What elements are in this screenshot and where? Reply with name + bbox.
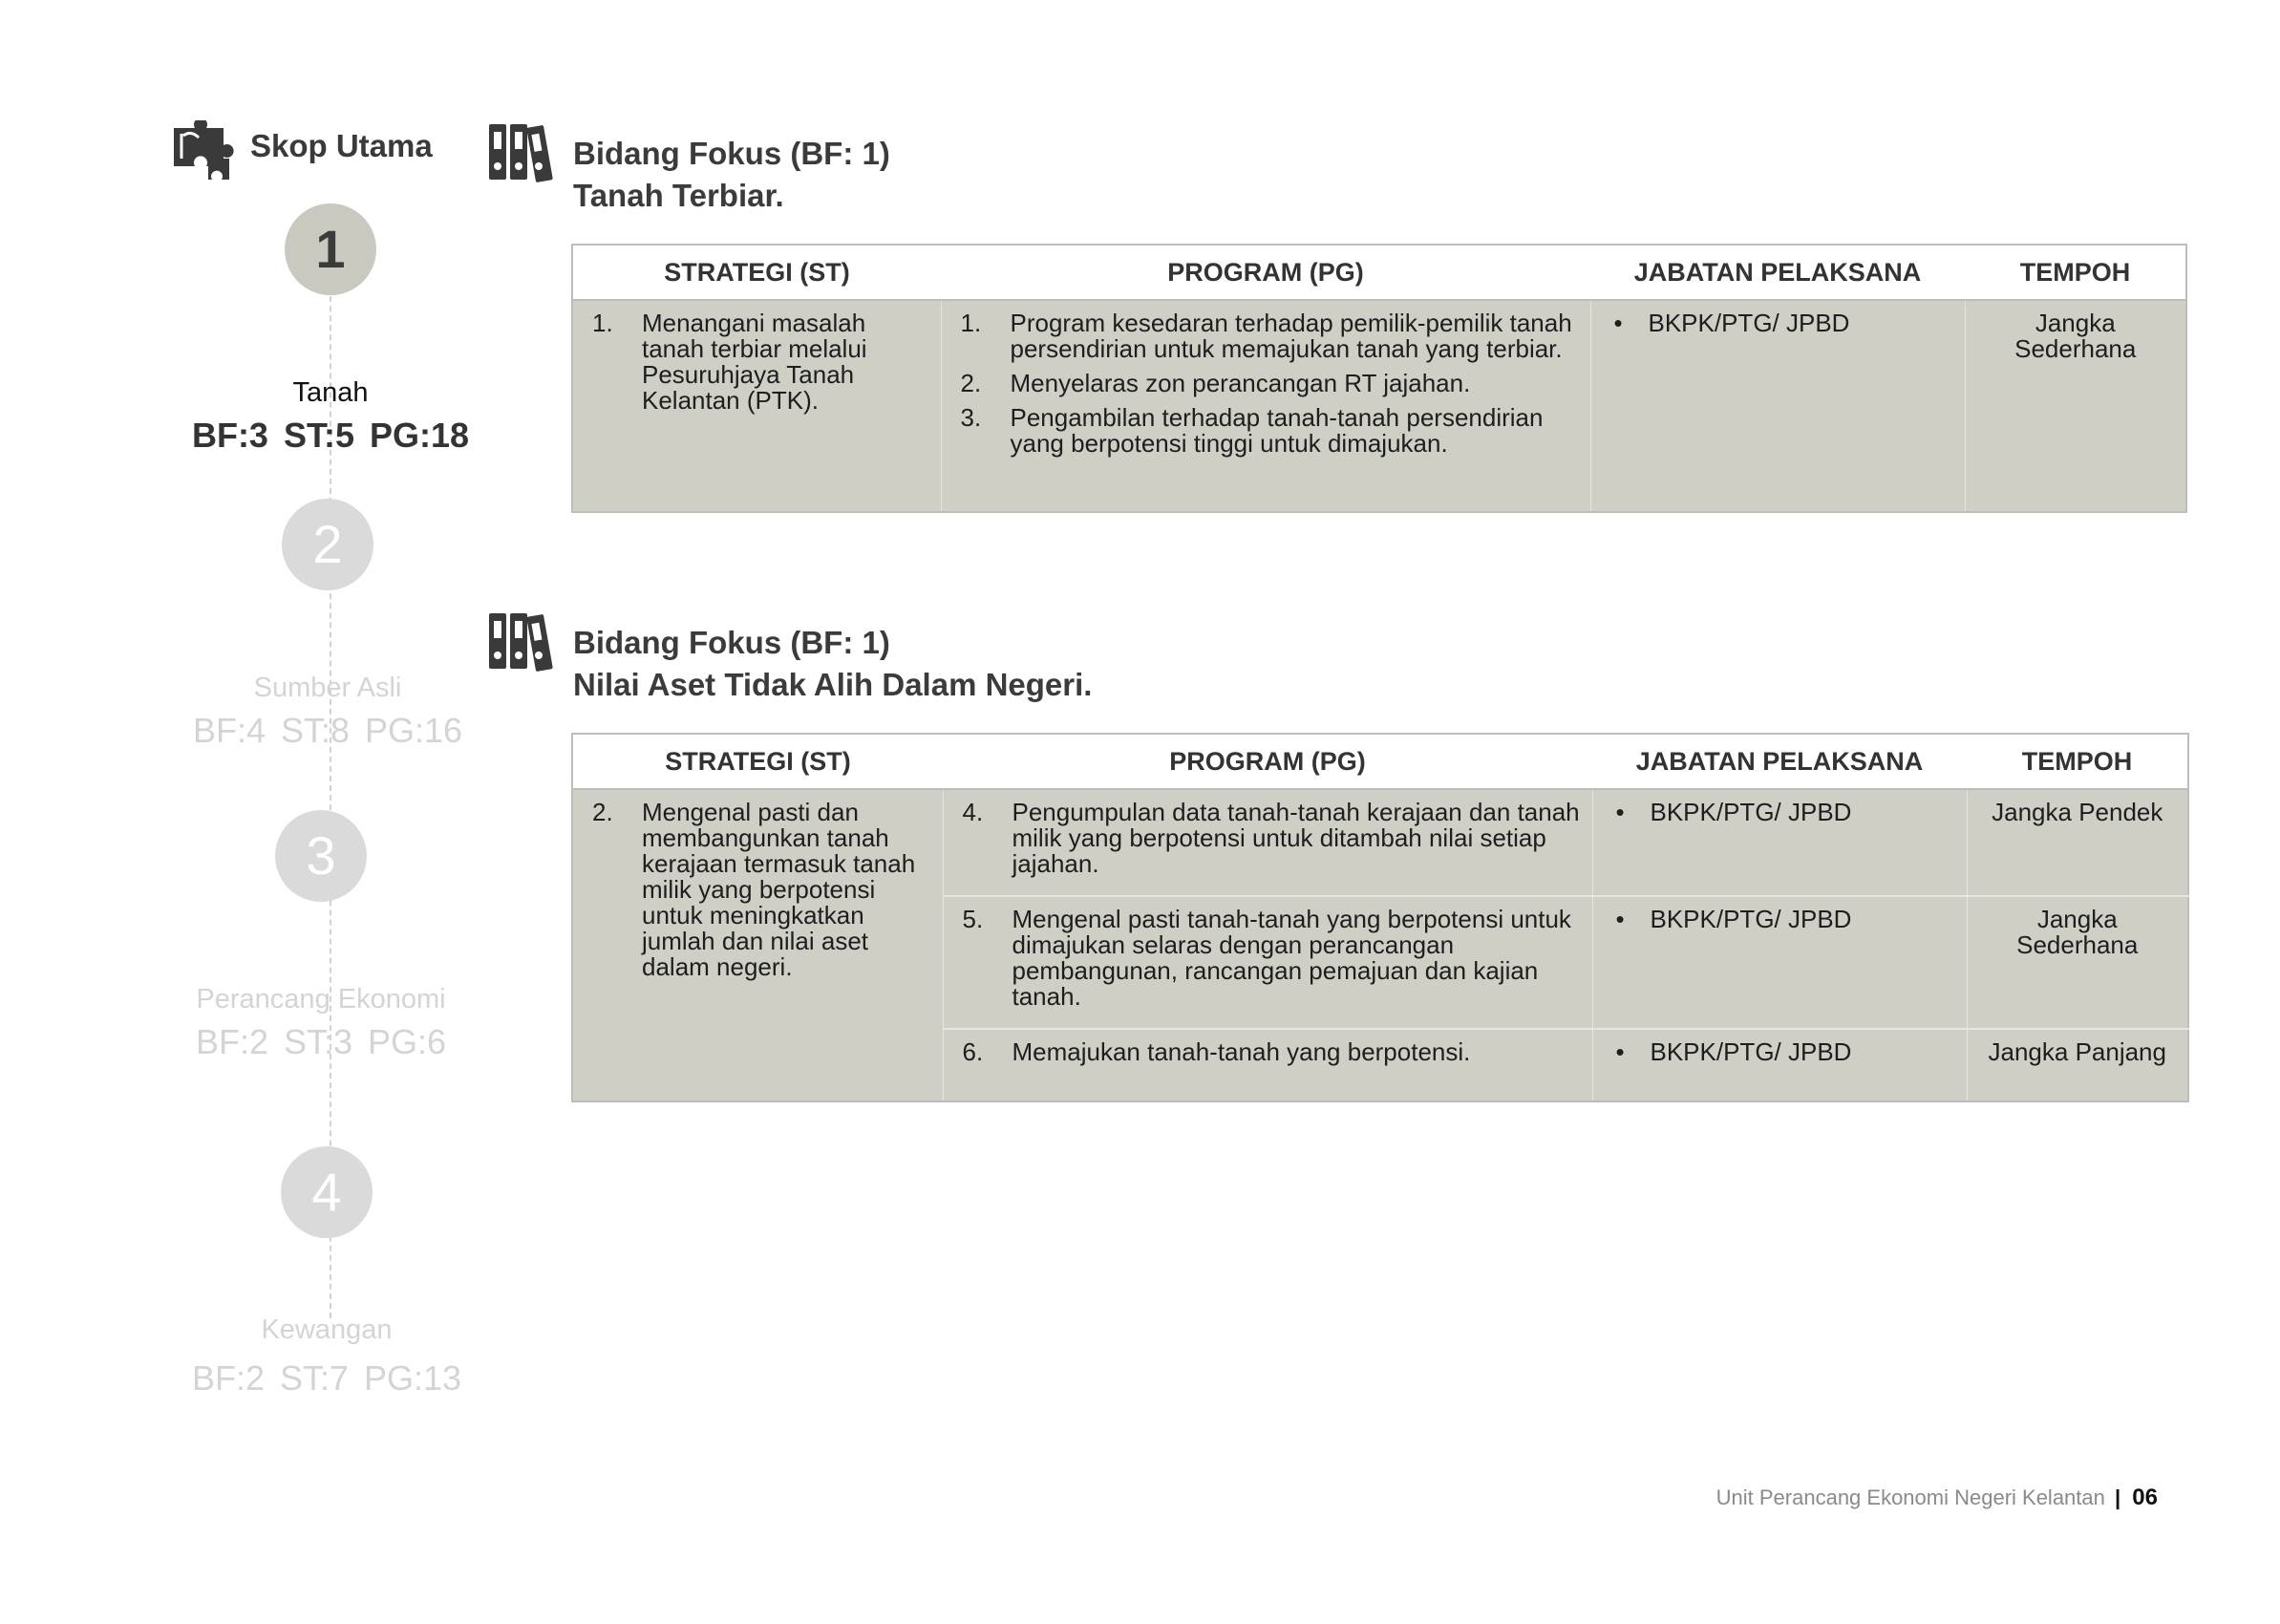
- program-text: Menyelaras zon perancangan RT jajahan.: [1010, 369, 1471, 397]
- bullet-dot: •: [1615, 798, 1625, 826]
- strategy-number: 1.: [592, 309, 613, 337]
- header-strategi: STRATEGI (ST): [572, 734, 943, 789]
- program-number: 5.: [962, 905, 984, 933]
- jabatan-item: [1612, 907, 1957, 932]
- jabatan-item: [1612, 800, 1957, 825]
- table-row: [572, 789, 2188, 896]
- jabatan-text: BKPK/PTG/ JPBD: [1648, 309, 1850, 337]
- strategy-text: Menangani masalah tanah terbiar melalui Pesuruhjaya Tanah Kelantan (PTK).: [642, 309, 867, 415]
- jabatan-cell: [1592, 1029, 1967, 1101]
- program-item: [961, 310, 1581, 362]
- skop-utama-title: Skop Utama: [250, 128, 433, 163]
- step-1-stats: BF:3 ST:5 PG:18: [191, 416, 470, 455]
- header-jabatan: JABATAN PELAKSANA: [1592, 734, 1967, 789]
- tempoh-text: Jangka Panjang: [1988, 1037, 2166, 1066]
- bf-heading-1: Bidang Fokus (BF: 1): [573, 136, 890, 171]
- bidang-fokus-section-2: [487, 611, 2187, 1108]
- strategy-number: 2.: [592, 798, 613, 826]
- step-2-circle: 2: [282, 499, 373, 590]
- strategy-item: [592, 310, 931, 414]
- jabatan-text: BKPK/PTG/ JPBD: [1650, 905, 1852, 933]
- step-sumber-asli[interactable]: [184, 499, 471, 750]
- strategy-item: [592, 800, 933, 980]
- header-strategi: STRATEGI (ST): [572, 245, 941, 300]
- tempoh-text: Jangka Sederhana: [2016, 905, 2139, 959]
- step-2-name: Sumber Asli: [253, 673, 402, 703]
- program-text: Mengenal pasti tanah-tanah yang berpotensi untuk dimajukan selaras dengan perancangan pembangunan, rancangan pemajuan dan kajian tanah.: [1012, 905, 1571, 1011]
- bf-table-2: [571, 733, 2189, 1102]
- footer-org: Unit Perancang Ekonomi Negeri Kelantan: [1715, 1485, 2105, 1509]
- header-jabatan: JABATAN PELAKSANA: [1590, 245, 1965, 300]
- bullet-dot: •: [1613, 309, 1623, 337]
- table-header-row: [572, 734, 2188, 789]
- tempoh-text: Jangka Sederhana: [2014, 309, 2137, 363]
- header-program: PROGRAM (PG): [941, 245, 1590, 300]
- program-number: 2.: [960, 369, 982, 397]
- tempoh-cell: [1967, 789, 2188, 896]
- strategy-text: Mengenal pasti dan membangunkan tanah kerajaan termasuk tanah milik yang berpotensi untuk meningkatkan jumlah dan nilai aset dalam negeri.: [642, 798, 916, 981]
- program-cell: [943, 789, 1592, 896]
- binders-icon: [487, 122, 554, 183]
- jabatan-cell: [1592, 896, 1967, 1029]
- bf-subheading-2: Nilai Aset Tidak Alih Dalam Negeri.: [573, 667, 1093, 702]
- program-text: Program kesedaran terhadap pemilik-pemilik tanah persendirian untuk memajukan tanah yang terbiar.: [1010, 309, 1572, 363]
- page-footer: [1716, 1485, 2158, 1511]
- step-3-stats: BF:2 ST:3 PG:6: [195, 1022, 447, 1061]
- bullet-dot: •: [1615, 905, 1625, 933]
- program-cell: [943, 1029, 1592, 1101]
- skop-utama-header: [170, 118, 457, 187]
- bf-subheading-1: Tanah Terbiar.: [573, 178, 784, 213]
- step-kewangan[interactable]: [183, 1146, 470, 1398]
- step-4-circle: 4: [281, 1146, 373, 1238]
- header-tempoh: TEMPOH: [1965, 245, 2186, 300]
- tempoh-cell: [1967, 1029, 2188, 1101]
- jabatan-cell: [1590, 300, 1965, 512]
- step-1-name: Tanah: [292, 377, 369, 408]
- program-item: [961, 405, 1581, 457]
- footer-separator: |: [2115, 1485, 2121, 1509]
- program-number: 1.: [960, 309, 982, 337]
- page-number: 06: [2132, 1485, 2158, 1510]
- jabatan-cell: [1592, 789, 1967, 896]
- program-number: 6.: [962, 1037, 984, 1066]
- program-cell: [941, 300, 1590, 512]
- step-2-stats: BF:4 ST:8 PG:16: [192, 711, 463, 750]
- step-perancang-ekonomi[interactable]: [178, 810, 464, 1061]
- jabatan-text: BKPK/PTG/ JPBD: [1650, 1037, 1852, 1066]
- program-item: [963, 1039, 1583, 1065]
- step-1-circle: 1: [285, 203, 376, 295]
- jabatan-item: [1610, 310, 1955, 336]
- program-number: 4.: [962, 798, 984, 826]
- tempoh-cell: [1967, 896, 2188, 1029]
- binders-icon: [487, 611, 554, 673]
- program-number: 3.: [960, 403, 982, 432]
- header-tempoh: TEMPOH: [1967, 734, 2188, 789]
- program-text: Memajukan tanah-tanah yang berpotensi.: [1012, 1037, 1471, 1066]
- strategy-cell: [572, 789, 943, 1101]
- jabatan-item: [1612, 1039, 1957, 1065]
- bidang-fokus-section-1: [487, 122, 2187, 524]
- step-3-circle: 3: [275, 810, 367, 902]
- tempoh-text: Jangka Pendek: [1992, 798, 2163, 826]
- program-text: Pengambilan terhadap tanah-tanah persendirian yang berpotensi tinggi untuk dimajukan.: [1010, 403, 1544, 458]
- table-header-row: [572, 245, 2186, 300]
- step-4-stats: BF:2 ST:7 PG:13: [191, 1358, 462, 1398]
- bf-table-1: [571, 244, 2187, 513]
- strategy-cell: [572, 300, 941, 512]
- program-item: [963, 800, 1583, 877]
- program-text: Pengumpulan data tanah-tanah kerajaan dan tanah milik yang berpotensi untuk ditambah nilai setiap jajahan.: [1012, 798, 1580, 878]
- program-cell: [943, 896, 1592, 1029]
- step-tanah[interactable]: [187, 203, 474, 455]
- program-item: [963, 907, 1583, 1010]
- program-item: [961, 371, 1581, 396]
- puzzle-icon: [170, 120, 237, 183]
- step-4-name: Kewangan: [261, 1314, 393, 1345]
- bf-heading-2: Bidang Fokus (BF: 1): [573, 625, 890, 660]
- tempoh-cell: [1965, 300, 2186, 512]
- table-row: [572, 300, 2186, 512]
- header-program: PROGRAM (PG): [943, 734, 1592, 789]
- bullet-dot: •: [1615, 1037, 1625, 1066]
- jabatan-text: BKPK/PTG/ JPBD: [1650, 798, 1852, 826]
- step-3-name: Perancang Ekonomi: [196, 984, 446, 1015]
